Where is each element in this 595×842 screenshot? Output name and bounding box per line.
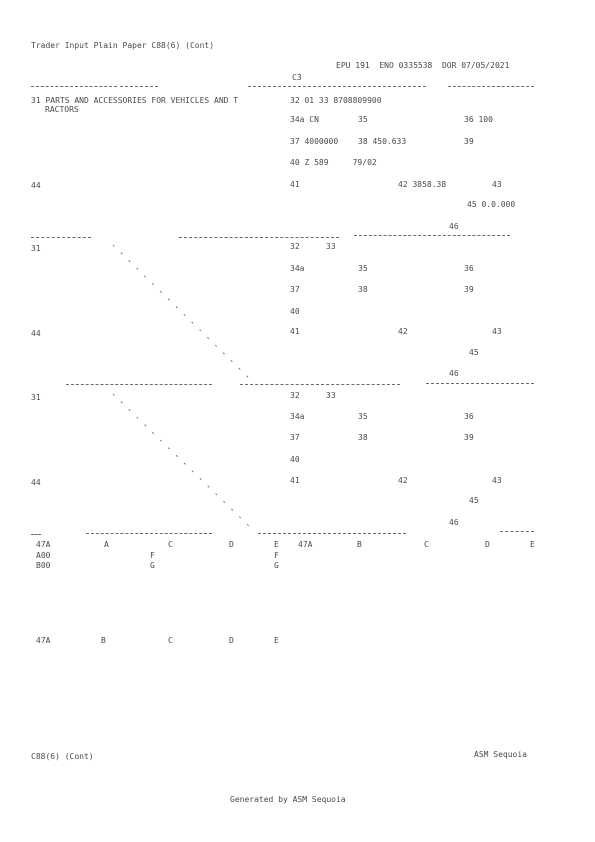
item2-box38: 38 — [358, 285, 368, 294]
tax-row-47a-lower-col-c: C — [168, 636, 173, 645]
footer-form-reference: C88(6) (Cont) — [31, 752, 94, 761]
item3-box38: 38 — [358, 433, 368, 442]
item2-box44: 44 — [31, 329, 41, 338]
item1-box32-33-commodity: 32 01 33 8708809900 — [290, 96, 382, 105]
tax-row-47a-code: 47A — [36, 540, 51, 549]
tax-row-b00-code: B00 — [36, 561, 51, 570]
item2-box33: 33 — [326, 242, 336, 251]
item3-box36: 36 — [464, 412, 474, 421]
item3-box45: 45 — [469, 496, 479, 505]
item3-box32: 32 — [290, 391, 300, 400]
item3-strike-line — [113, 394, 251, 528]
item1-box31-description: 31 PARTS AND ACCESSORIES FOR VEHICLES AND T — [31, 96, 239, 105]
item2-box34a: 34a — [290, 264, 305, 273]
item3-divider-0 — [31, 534, 41, 535]
item3-box31: 31 — [31, 393, 41, 402]
tax-row-47a-lower-col-b: B — [101, 636, 106, 645]
item1-box41: 41 — [290, 180, 300, 189]
item3-divider-3 — [500, 531, 534, 532]
tax-row-47a-col-c: C — [168, 540, 173, 549]
tax-row-a00-col-2: F — [274, 551, 279, 560]
header-divider-3 — [248, 86, 426, 87]
item1-box44: 44 — [31, 181, 41, 190]
item3-divider-1 — [86, 533, 212, 534]
tax-row-a00-col-1: F — [150, 551, 155, 560]
item3-box40: 40 — [290, 455, 300, 464]
item3-box43: 43 — [492, 476, 502, 485]
item1-divider-2 — [179, 237, 339, 238]
tax-row-b00-col-1: G — [150, 561, 155, 570]
item3-box33: 33 — [326, 391, 336, 400]
item2-box39: 39 — [464, 285, 474, 294]
tax-row-47a-right-code: 47A — [298, 540, 313, 549]
item1-box39: 39 — [464, 137, 474, 146]
item1-box31-description-cont: RACTORS — [45, 105, 224, 114]
item1-box42: 42 3858.38 — [398, 180, 447, 189]
tax-row-47a-right-col-c: C — [424, 540, 429, 549]
header-divider-4 — [448, 86, 534, 87]
tax-row-47a-col-e: E — [274, 540, 279, 549]
item2-box46: 46 — [449, 369, 459, 378]
item2-box41: 41 — [290, 327, 300, 336]
item1-box45: 45 0.0.000 — [467, 200, 516, 209]
item1-box43: 43 — [492, 180, 502, 189]
item2-box31: 31 — [31, 244, 41, 253]
item1-divider-3 — [354, 235, 510, 236]
tax-row-47a-col-d: D — [229, 540, 234, 549]
item3-box42: 42 — [398, 476, 408, 485]
item1-box40: 40 Z 589 79/02 — [290, 158, 377, 167]
item1-box34a: 34a CN — [290, 115, 319, 124]
item2-box36: 36 — [464, 264, 474, 273]
item2-divider-3 — [426, 383, 534, 384]
item1-box35: 35 — [358, 115, 368, 124]
item2-box43: 43 — [492, 327, 502, 336]
item3-box39: 39 — [464, 433, 474, 442]
item3-box37: 37 — [290, 433, 300, 442]
item3-box35: 35 — [358, 412, 368, 421]
item2-box35: 35 — [358, 264, 368, 273]
item3-box41: 41 — [290, 476, 300, 485]
item1-box36: 36 100 — [464, 115, 493, 124]
reference-line: EPU 191 ENO 0335538 DOR 07/05/2021 — [336, 61, 510, 70]
item2-box45: 45 — [469, 348, 479, 357]
item3-box46: 46 — [449, 518, 459, 527]
box-c3-label: C3 — [292, 73, 302, 82]
tax-row-b00-col-2: G — [274, 561, 279, 570]
item2-divider-2 — [240, 384, 400, 385]
item2-divider-1 — [66, 384, 212, 385]
item3-box34a: 34a — [290, 412, 305, 421]
item3-box44: 44 — [31, 478, 41, 487]
item1-box38: 38 450.633 — [358, 137, 407, 146]
form-title: Trader Input Plain Paper C88(6) (Cont) — [31, 41, 215, 50]
tax-row-47a-lower-col-d: D — [229, 636, 234, 645]
item2-box37: 37 — [290, 285, 300, 294]
item2-box40: 40 — [290, 307, 300, 316]
item1-divider-1 — [31, 237, 91, 238]
header-divider-2 — [120, 86, 158, 87]
item2-box42: 42 — [398, 327, 408, 336]
tax-row-47a-col-a: A — [104, 540, 109, 549]
header-divider-1 — [31, 86, 117, 87]
item3-divider-2 — [258, 533, 406, 534]
tax-row-47a-lower-code: 47A — [36, 636, 51, 645]
footer-system-name: ASM Sequoia — [474, 750, 527, 759]
item1-box37: 37 4000000 — [290, 137, 339, 146]
footer-generated-by: Generated by ASM Sequoia — [230, 795, 346, 804]
tax-row-a00-code: A00 — [36, 551, 51, 560]
item2-box32: 32 — [290, 242, 300, 251]
tax-row-47a-right-col-b: B — [357, 540, 362, 549]
tax-row-47a-right-col-d: D — [485, 540, 490, 549]
item2-strike-line — [113, 245, 251, 380]
tax-row-47a-lower-col-e: E — [274, 636, 279, 645]
tax-row-47a-right-col-e: E — [530, 540, 535, 549]
item1-box46: 46 — [449, 222, 459, 231]
